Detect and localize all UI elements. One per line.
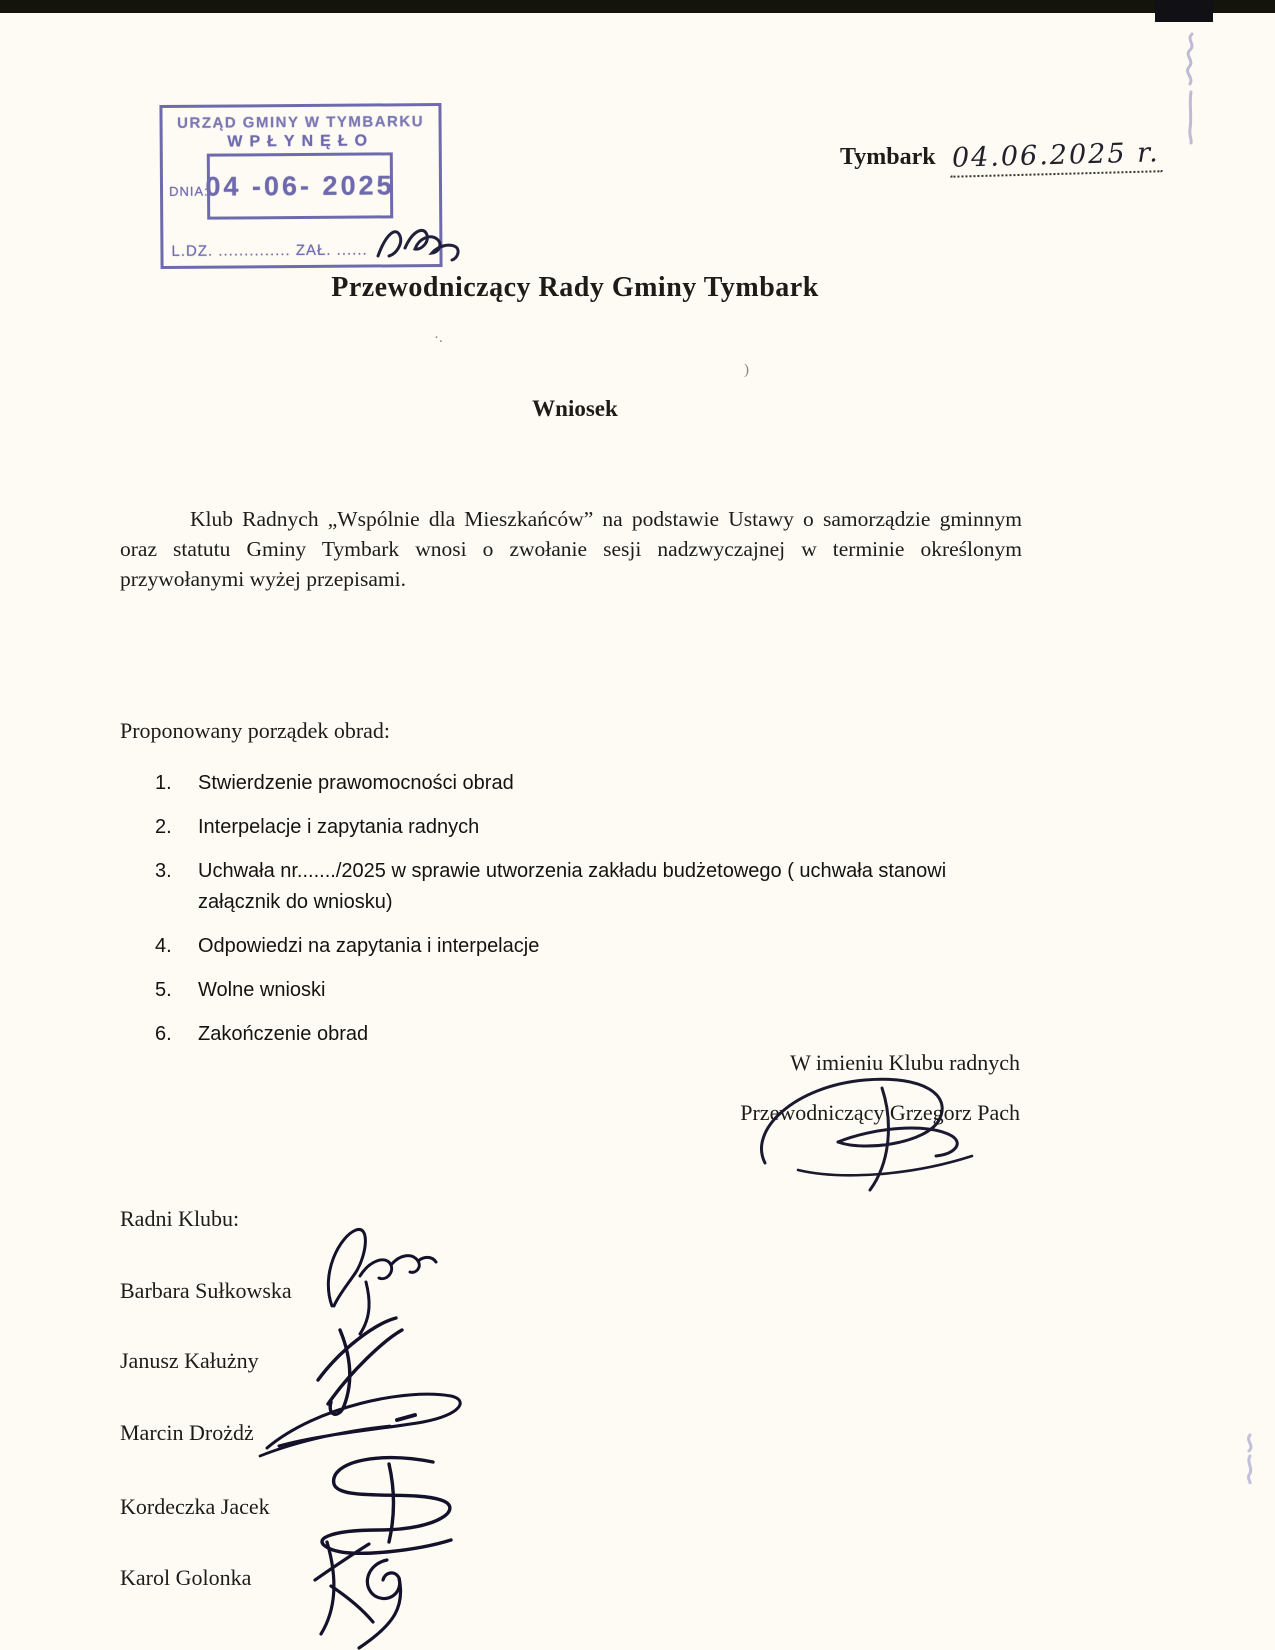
agenda-item-5: Wolne wnioski (198, 979, 326, 1001)
chairman-name-line: Przewodniczący Grzegorz Pach (740, 1100, 1020, 1125)
agenda-list (155, 768, 985, 1063)
agenda-item-2: Interpelacje i zapytania radnych (198, 816, 480, 838)
members-heading: Radni Klubu: (120, 1206, 240, 1231)
member-name-1: Barbara Sułkowska (120, 1278, 292, 1303)
member-name-3: Marcin Drożdż (120, 1420, 254, 1445)
stamp-date-label: DNIA: (168, 183, 209, 199)
agenda-item-6: Zakończenie obrad (198, 1023, 369, 1045)
stamp-received-label: WPŁYNĘŁO (227, 132, 375, 151)
margin-ink-mark-2 (1240, 1432, 1260, 1489)
member-signature-5 (295, 1528, 435, 1650)
scan-edge-bar (0, 0, 1275, 13)
scan-speck-2: ·. (434, 330, 443, 346)
place-date-line (840, 137, 1180, 186)
member-name-2: Janusz Kałużny (120, 1348, 259, 1373)
recipient-title: Przewodniczący Rady Gminy Tymbark (331, 272, 819, 303)
clerk-signature-image (372, 218, 462, 270)
on-behalf-line: W imieniu Klubu radnych (790, 1050, 1020, 1075)
document-title: Wniosek (532, 396, 618, 421)
member-name-4: Kordeczka Jacek (120, 1494, 270, 1519)
place-label: Tymbark (840, 144, 936, 170)
agenda-item-4: Odpowiedzi na zapytania i interpelacje (198, 935, 540, 957)
stamp-office-name: URZĄD GMINY W TYMBARKU (177, 113, 425, 132)
agenda-heading: Proponowany porządek obrad: (120, 718, 391, 743)
margin-ink-mark (1180, 30, 1202, 150)
member-name-5: Karol Golonka (120, 1565, 252, 1590)
stamp-date-value: 04 -06- 2025 (205, 169, 395, 202)
body-paragraph: Klub Radnych „Wspólnie dla Mieszkańców” na podstawie Ustawy o samorządzie gminnym oraz statutu Gminy Tymbark wnosi o zwołanie sesji nadzwyczajnej w terminie określonym przywołanymi wyżej przepisami. (120, 507, 1022, 591)
scan-speck: ) (744, 362, 749, 378)
handwritten-date: 04.06.2025 r. (949, 137, 1162, 178)
agenda-item-3: Uchwała nr......./2025 w sprawie utworzenia zakładu budżetowego ( uchwała stanowi załącznik do wniosku) (198, 860, 947, 913)
stamp-date-box (207, 152, 393, 219)
agenda-item-1: Stwierdzenie prawomocności obrad (198, 772, 514, 794)
stamp-reference-line: L.DZ. .............. ZAŁ. ...... (171, 241, 368, 260)
chairman-signature-image (740, 1068, 1010, 1198)
